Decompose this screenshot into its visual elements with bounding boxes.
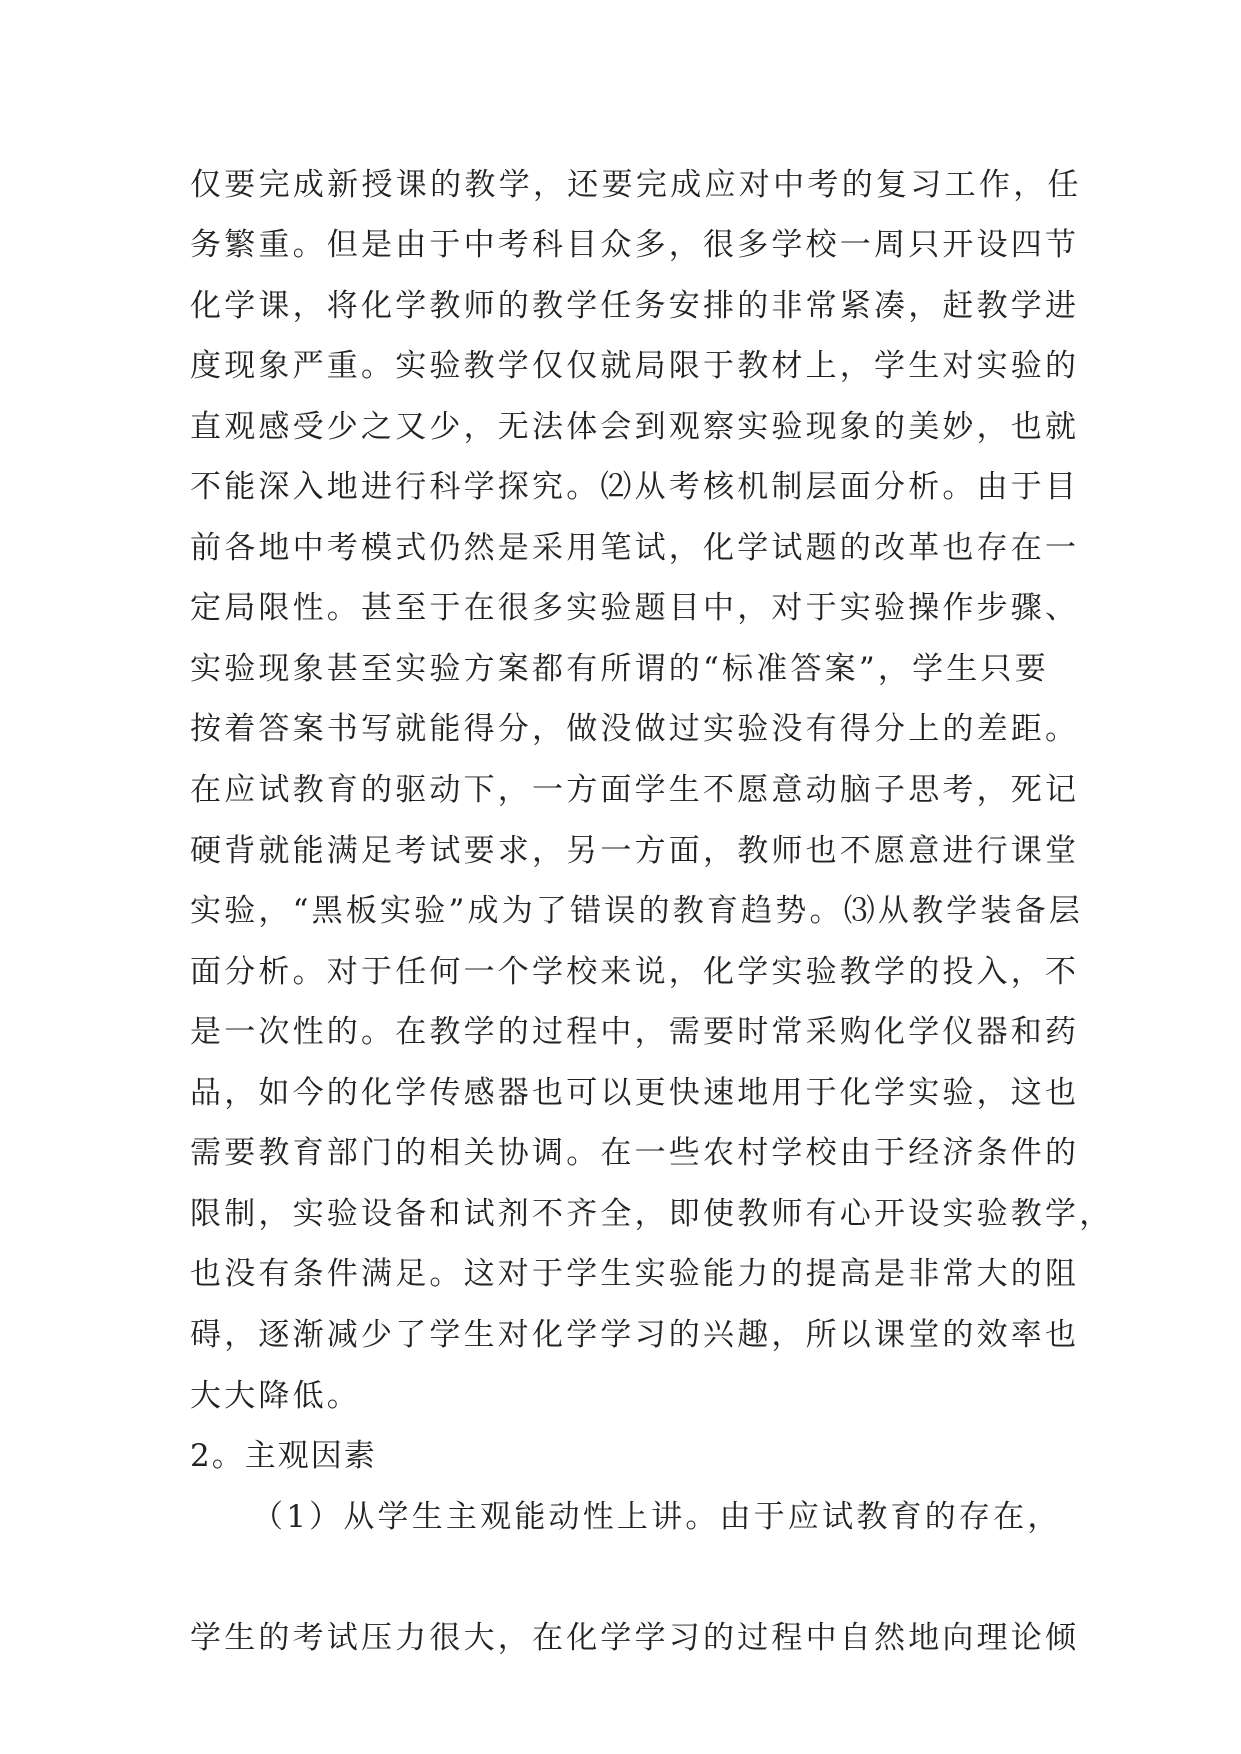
- body-text-line: 度现象严重。实验教学仅仅就局限于教材上，学生对实验的: [190, 348, 1080, 384]
- body-text-line: 硬背就能满足考试要求，另一方面，教师也不愿意进行课堂: [190, 833, 1080, 869]
- body-text-line: 碍，逐渐减少了学生对化学学习的兴趣，所以课堂的效率也: [190, 1317, 1080, 1353]
- body-text-line: 是一次性的。在教学的过程中，需要时常采购化学仪器和药: [190, 1014, 1080, 1050]
- body-text-line: 按着答案书写就能得分，做没做过实验没有得分上的差距。: [190, 711, 1080, 747]
- body-text-line: 限制，实验设备和试剂不齐全，即使教师有心开设实验教学，: [190, 1196, 1114, 1232]
- body-text-line: 直观感受少之又少，无法体会到观察实验现象的美妙，也就: [190, 409, 1080, 445]
- body-text-line: 化学课，将化学教师的教学任务安排的非常紧凑，赶教学进: [190, 288, 1080, 324]
- body-text-line: 务繁重。但是由于中考科目众多，很多学校一周只开设四节: [190, 227, 1080, 263]
- body-text-line: 定局限性。甚至于在很多实验题目中，对于实验操作步骤、: [190, 590, 1080, 626]
- body-text-line: 大大降低。: [190, 1378, 361, 1414]
- body-text-line: 仅要完成新授课的教学，还要完成应对中考的复习工作，任: [190, 167, 1082, 203]
- body-text-line: 面分析。对于任何一个学校来说，化学实验教学的投入，不: [190, 954, 1080, 990]
- body-text-line: 实验现象甚至实验方案都有所谓的“标准答案”，学生只要: [190, 651, 1049, 687]
- body-text-line: 品，如今的化学传感器也可以更快速地用于化学实验，这也: [190, 1075, 1080, 1111]
- section-heading: 2。主观因素: [190, 1438, 377, 1474]
- body-text-line: 也没有条件满足。这对于学生实验能力的提高是非常大的阻: [190, 1256, 1080, 1292]
- body-text-line: 学生的考试压力很大，在化学学习的过程中自然地向理论倾: [190, 1620, 1080, 1656]
- body-text-line: 不能深入地进行科学探究。⑵从考核机制层面分析。由于目: [190, 469, 1080, 505]
- paragraph-first-line: （1）从学生主观能动性上讲。由于应试教育的存在，: [252, 1499, 1062, 1535]
- body-text-line: 需要教育部门的相关协调。在一些农村学校由于经济条件的: [190, 1135, 1080, 1171]
- body-text-line: 实验，“黑板实验”成为了错误的教育趋势。⑶从教学装备层: [190, 893, 1084, 929]
- body-text-line: 在应试教育的驱动下，一方面学生不愿意动脑子思考，死记: [190, 772, 1080, 808]
- body-text-line: 前各地中考模式仍然是采用笔试，化学试题的改革也存在一: [190, 530, 1080, 566]
